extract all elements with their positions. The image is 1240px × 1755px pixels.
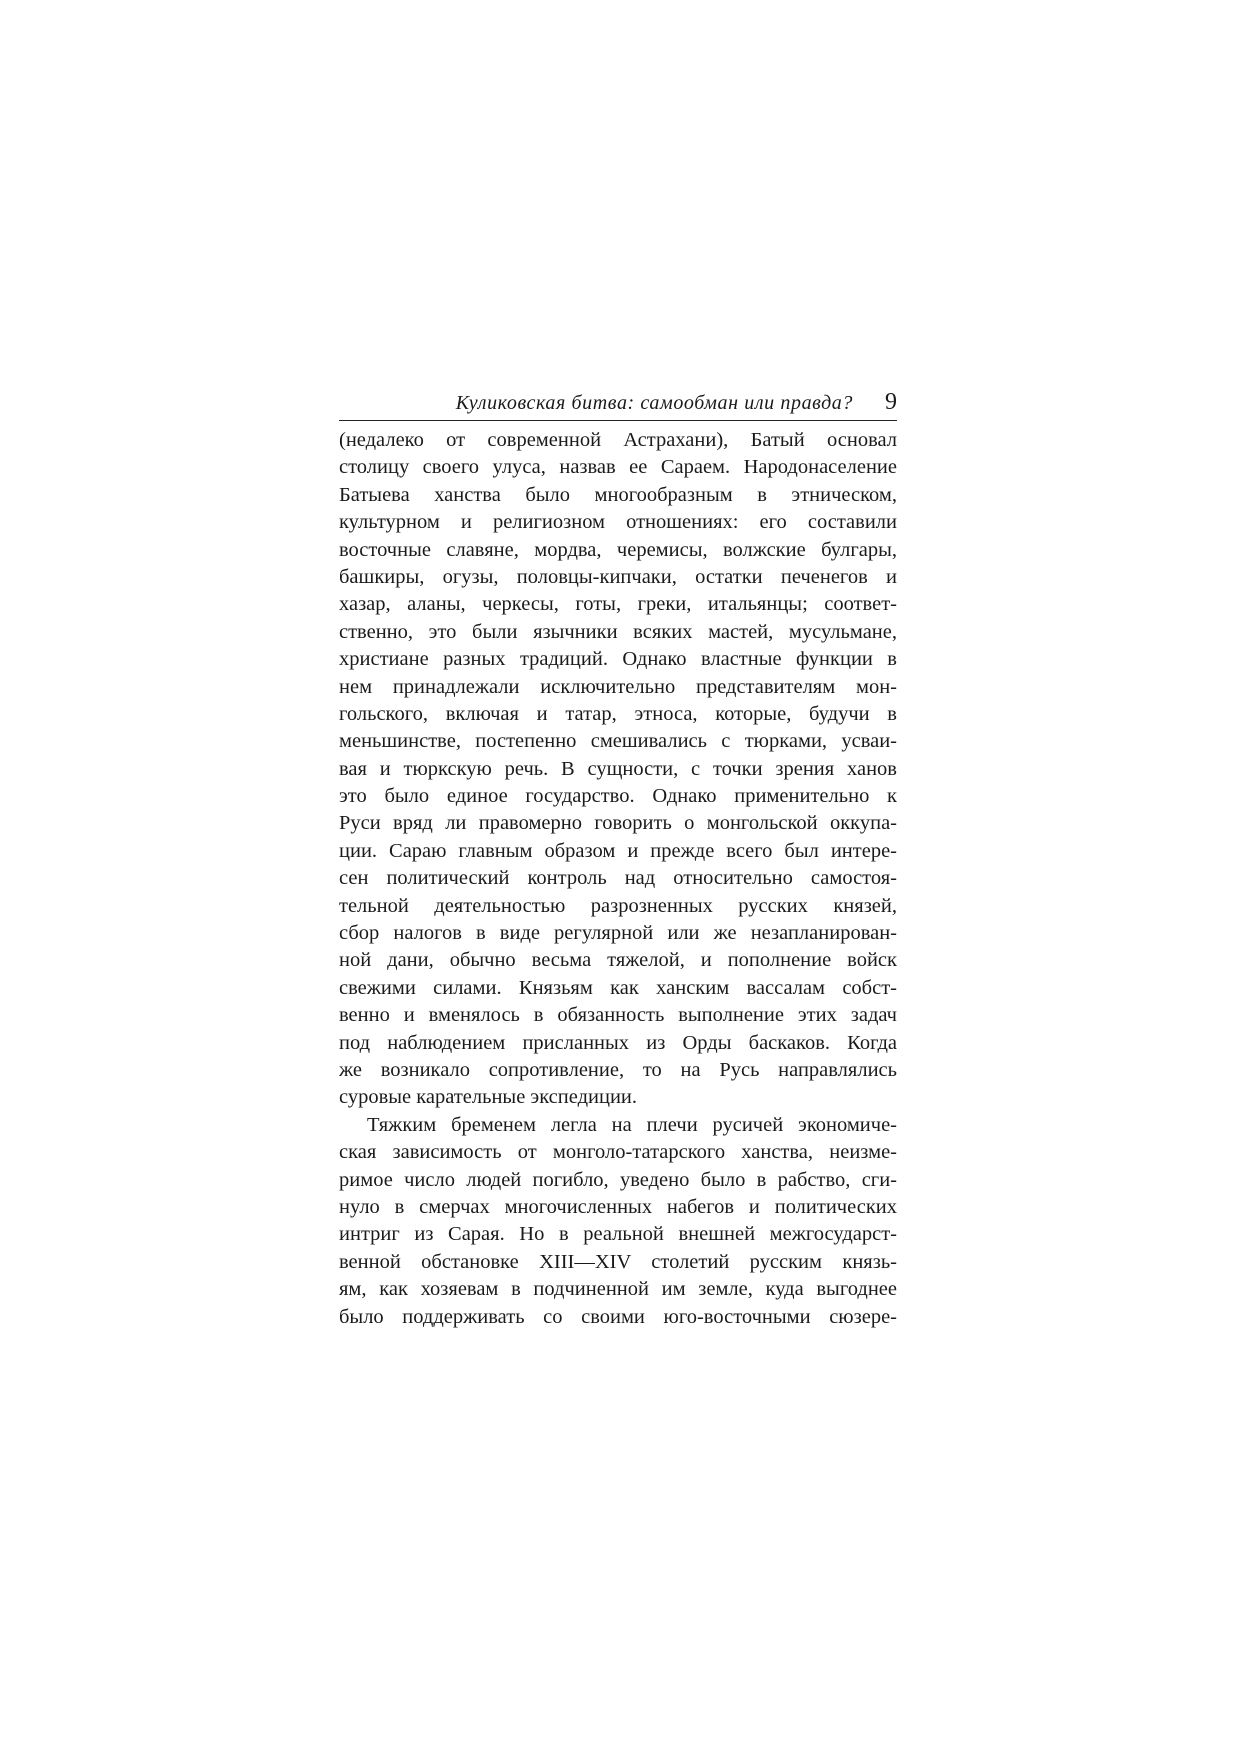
text-line: хазар, аланы, черкесы, готы, греки, итальянцы; соответ- [339, 593, 897, 616]
text-line: ям, как хозяевам в подчиненной им земле, куда выгоднее [339, 1278, 897, 1301]
text-line: гольского, включая и татар, этноса, которые, будучи в [339, 702, 897, 725]
text-line: венно и вменялось в обязанность выполнение этих задач [339, 1004, 897, 1027]
text-line: столицу своего улуса, назвав ее Сараем. Народонаселение [339, 456, 897, 479]
text-line: нем принадлежали исключительно представителям мон- [339, 675, 897, 698]
text-line: тельной деятельностью разрозненных русских князей, [339, 894, 897, 917]
text-line: венной обстановке XIII—XIV столетий русским князь- [339, 1250, 897, 1273]
text-line: сен политический контроль над относительно самостоя- [339, 867, 897, 890]
text-line: ции. Сараю главным образом и прежде всего был интере- [339, 839, 897, 862]
text-line: Руси вряд ли правомерно говорить о монгольской оккупа- [339, 812, 897, 835]
text-line: сбор налогов в виде регулярной или же незапланирован- [339, 922, 897, 945]
running-header [339, 386, 897, 421]
text-line: (недалеко от современной Астрахани), Батый основал [339, 429, 897, 451]
text-line: ственно, это были язычники всяких мастей, мусульмане, [339, 620, 897, 643]
page-number: 9 [885, 389, 897, 415]
text-line: римое число людей погибло, уведено было в рабство, сги- [339, 1168, 897, 1191]
text-line: суровые карательные экспедиции. [339, 1086, 638, 1109]
text-line: интриг из Сарая. Но в реальной внешней межгосударст- [339, 1223, 897, 1246]
text-line: Батыева ханства было многообразным в этническом, [339, 483, 897, 506]
text-line: культурном и религиозном отношениях: его составили [339, 511, 897, 534]
paragraph [339, 1112, 897, 1331]
text-line: же возникало сопротивление, то на Русь направлялись [339, 1058, 897, 1081]
text-line: Тяжким бременем легла на плечи русичей экономиче- [367, 1113, 897, 1136]
text-line: ной дани, обычно весьма тяжелой, и пополнение войск [339, 949, 897, 972]
text-line: вая и тюркскую речь. В сущности, с точки зрения ханов [339, 757, 897, 780]
text-line: ская зависимость от монголо-татарского ханства, неизме- [339, 1141, 897, 1164]
text-line: башкиры, огузы, половцы-кипчаки, остатки печенегов и [339, 565, 897, 588]
running-title: Куликовская битва: самообман или правда? [455, 392, 853, 414]
text-line: нуло в смерчах многочисленных набегов и политических [339, 1195, 897, 1218]
text-line: свежими силами. Князьям как ханским вассалам собст- [339, 976, 897, 999]
text-line: это было единое государство. Однако применительно к [339, 785, 897, 808]
text-line: было поддерживать со своими юго-восточными сюзере- [339, 1305, 897, 1328]
book-page [339, 386, 897, 1331]
text-line: под наблюдением присланных из Орды баскаков. Когда [339, 1031, 897, 1054]
body-text [339, 427, 897, 1331]
text-line: христиане разных традиций. Однако властные функции в [339, 648, 897, 671]
paragraph [339, 427, 897, 1112]
text-line: восточные славяне, мордва, черемисы, волжские булгары, [339, 538, 897, 561]
text-line: меньшинстве, постепенно смешивались с тюрками, усваи- [339, 730, 897, 753]
